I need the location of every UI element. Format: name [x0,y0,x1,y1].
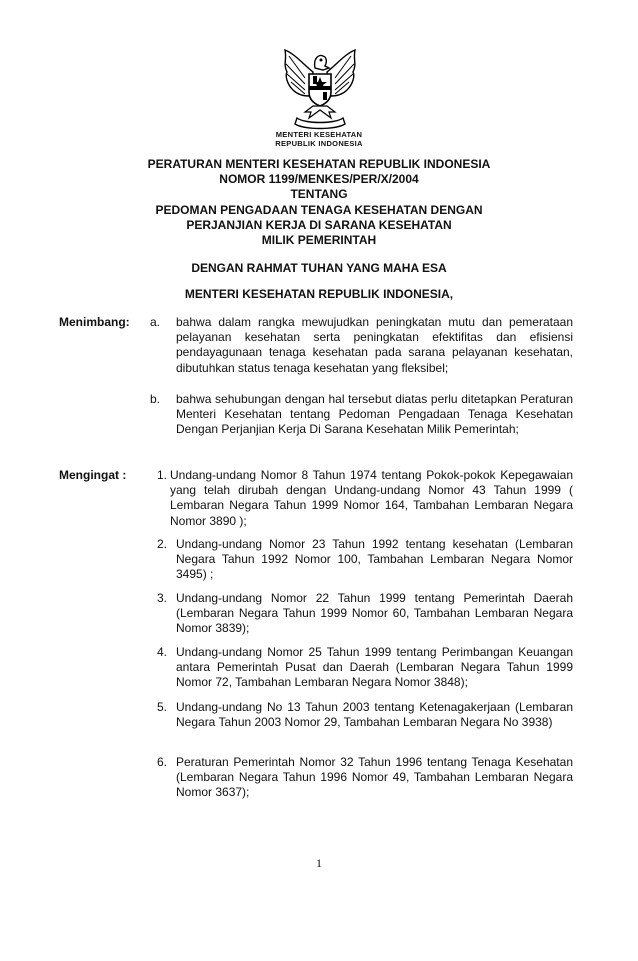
title-line-5: PERJANJIAN KERJA DI SARANA KESEHATAN [186,217,452,232]
ministry-line-1: MENTERI KESEHATAN [275,130,363,139]
title-line-2: NOMOR 1199/MENKES/PER/X/2004 [219,172,419,187]
title-line-6: MILIK PEMERINTAH [261,233,377,248]
garuda-emblem-icon [275,44,365,130]
regulation-title [80,157,558,248]
mengingat-mark-5: 5. [157,700,168,714]
menimbang-label: Menimbang: [59,315,130,329]
title-line-3: TENTANG [290,187,348,202]
mengingat-item-2: Undang-undang Nomor 23 Tahun 1992 tentang kesehatan (Lembaran Negara Tahun 1992 Nomor 100, Tambahan Lembaran Negara Nomor 3495) ; [176,537,573,582]
menimbang-item-b: bahwa sehubungan dengan hal tersebut diatas perlu ditetapkan Peraturan Menteri Kesehatan tentang Pedoman Pengadaan Tenaga Kesehatan Dengan Perjanjian Kerja Di Sarana Kesehatan Milik Pemerintah; [176,392,573,437]
mengingat-item-6: Peraturan Pemerintah Nomor 32 Tahun 1996 tentang Tenaga Kesehatan (Lembaran Negara Tahun 1996 Nomor 49, Tambahan Lembaran Negara Nomor 3637); [176,755,573,800]
preamble-menteri: MENTERI KESEHATAN REPUBLIK INDONESIA, [184,287,454,301]
mengingat-label: Mengingat : [59,468,127,482]
ministry-header [0,130,638,148]
preamble-rahmat: DENGAN RAHMAT TUHAN YANG MAHA ESA [191,261,447,275]
mengingat-mark-3: 3. [157,591,168,605]
mengingat-item-4: Undang-undang Nomor 25 Tahun 1999 tentang Perimbangan Keuangan antara Pemerintah Pusat dan Daerah (Lembaran Negara Tahun 1999 Nomor 72, Tambahan Lembaran Negara Nomor 3848); [176,645,573,690]
menimbang-mark-a: a. [150,315,161,329]
mengingat-item-1: Undang-undang Nomor 8 Tahun 1974 tentang Pokok-pokok Kepegawaian yang telah dirubah dengan Undang-undang Nomor 43 Tahun 1999 ( Lembaran Negara Tahun 1999 Nomor 164, Tambahan Lembaran Negara Nomor 3890 ); [170,468,573,528]
mengingat-item-5: Undang-undang No 13 Tahun 2003 tentang Ketenagakerjaan (Lembaran Negara Tahun 2003 Nomor 29, Tambahan Lembaran Negara No 3938) [176,700,573,730]
mengingat-mark-4: 4. [157,645,168,659]
menimbang-item-a: bahwa dalam rangka mewujudkan peningkatan mutu dan pemerataan pelayanan kesehatan serta peningkatan efektifitas dan efisiensi pendayagunaan tenaga kesehatan pada sarana pelayanan kesehatan, dibutuhkan status tenaga kesehatan yang fleksibel; [176,315,573,375]
title-line-1: PERATURAN MENTERI KESEHATAN REPUBLIK INDONESIA [147,157,491,171]
ministry-line-2: REPUBLIK INDONESIA [275,139,363,148]
mengingat-mark-6: 6. [157,755,168,769]
title-line-4: PEDOMAN PENGADAAN TENAGA KESEHATAN DENGAN [155,202,483,217]
page-number: 1 [316,856,322,870]
mengingat-mark-2: 2. [157,537,168,551]
mengingat-mark-1: 1. [157,468,168,482]
menimbang-mark-b: b. [150,392,161,406]
mengingat-item-3: Undang-undang Nomor 22 Tahun 1999 tentang Pemerintah Daerah (Lembaran Negara Tahun 1999 Nomor 60, Tambahan Lembaran Negara Nomor 3839); [176,591,573,636]
